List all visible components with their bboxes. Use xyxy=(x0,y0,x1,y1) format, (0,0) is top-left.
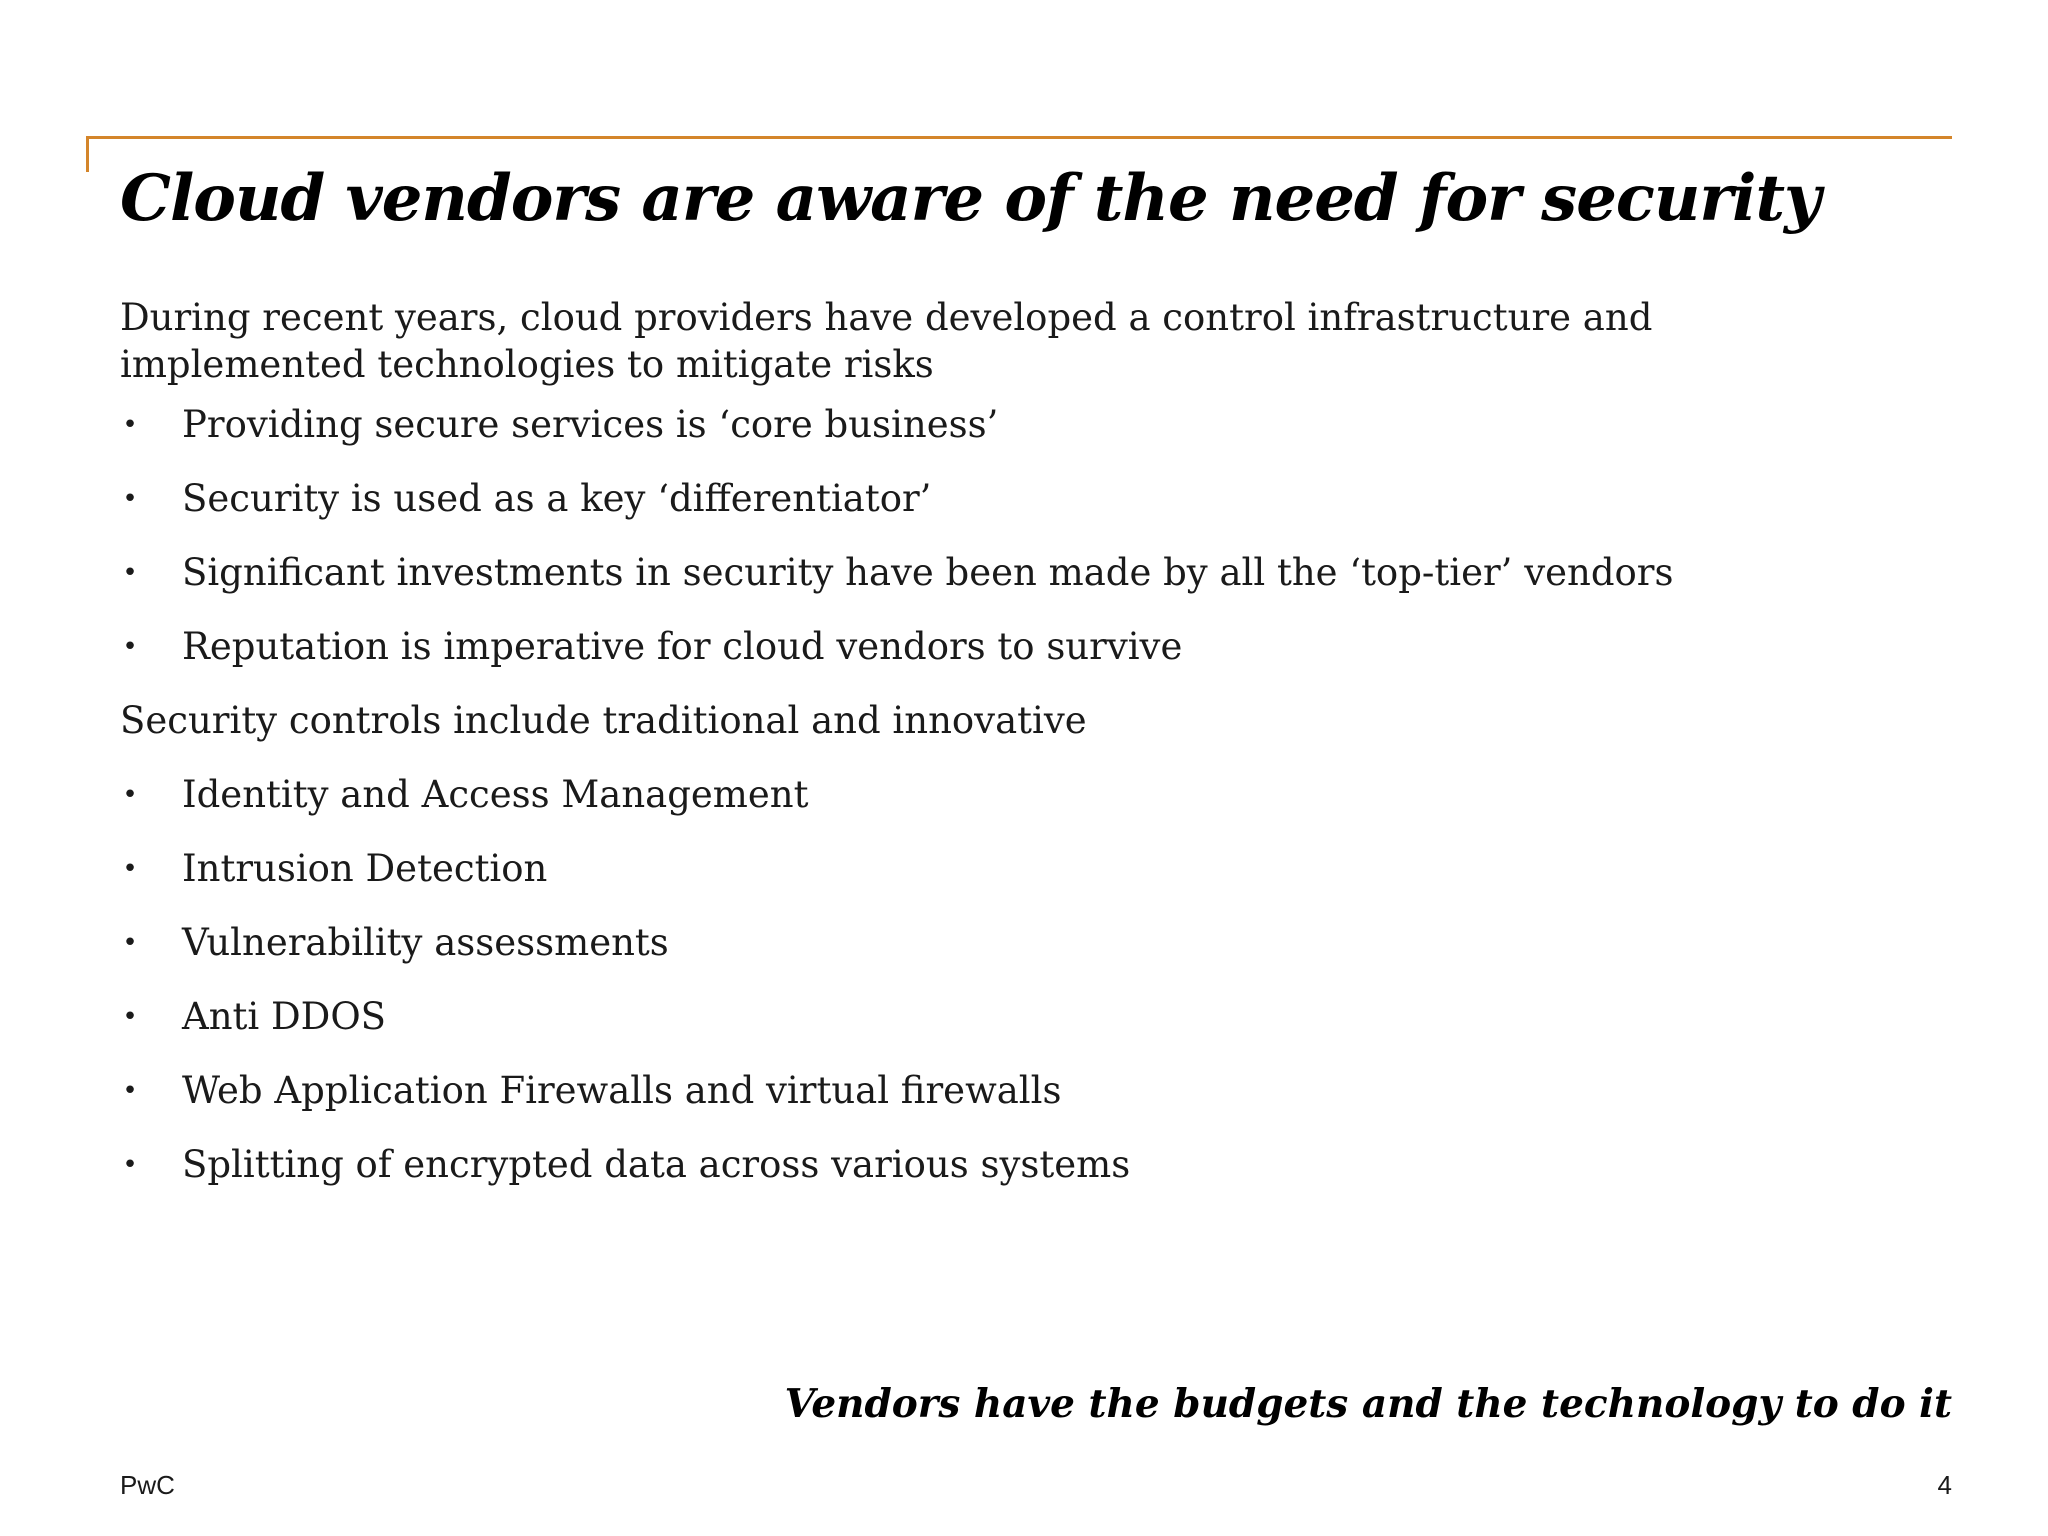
list-item-text: Significant investments in security have been made by all the ‘top-tier’ vendors xyxy=(182,551,1674,594)
list-item-text: Anti DDOS xyxy=(182,995,387,1038)
intro-paragraph: During recent years, cloud providers have developed a control infrastructure and implemented technologies to mitigate risks xyxy=(120,296,1653,386)
list-item xyxy=(120,980,1840,1054)
list-item-text: Vulnerability assessments xyxy=(182,921,669,964)
footer-brand: PwC xyxy=(120,1470,175,1500)
list-item xyxy=(120,906,1840,980)
list-item-text: Identity and Access Management xyxy=(182,773,809,816)
bullet-list-controls xyxy=(120,758,1840,1202)
bullet-icon: • xyxy=(122,928,138,958)
list-item xyxy=(120,758,1840,832)
list-item-text: Intrusion Detection xyxy=(182,847,548,890)
list-item xyxy=(120,462,1840,536)
bullet-icon: • xyxy=(122,558,138,588)
callout-statement: Vendors have the budgets and the technology to do it xyxy=(784,1381,1952,1427)
slide-title: Cloud vendors are aware of the need for security xyxy=(120,161,1821,236)
list-item-text: Reputation is imperative for cloud vendors to survive xyxy=(182,625,1183,668)
list-item xyxy=(120,1054,1840,1128)
slide-body xyxy=(120,294,1840,1202)
page-number: 4 xyxy=(1937,1470,1952,1500)
bullet-list-reasons xyxy=(120,388,1840,684)
list-item xyxy=(120,610,1840,684)
section-heading-controls: Security controls include traditional and innovative xyxy=(120,699,1087,742)
bullet-icon: • xyxy=(122,780,138,810)
bullet-icon: • xyxy=(122,410,138,440)
bullet-icon: • xyxy=(122,1002,138,1032)
bullet-icon: • xyxy=(122,1150,138,1180)
list-item-text: Web Application Firewalls and virtual firewalls xyxy=(182,1069,1062,1112)
bullet-icon: • xyxy=(122,632,138,662)
list-item xyxy=(120,1128,1840,1202)
bullet-icon: • xyxy=(122,854,138,884)
list-item xyxy=(120,536,1840,610)
list-item-text: Splitting of encrypted data across various systems xyxy=(182,1143,1131,1186)
list-item xyxy=(120,388,1840,462)
title-accent-line xyxy=(86,136,1952,139)
list-item-text: Providing secure services is ‘core business’ xyxy=(182,403,999,446)
list-item xyxy=(120,832,1840,906)
title-accent-tick xyxy=(86,136,89,172)
bullet-icon: • xyxy=(122,484,138,514)
bullet-icon: • xyxy=(122,1076,138,1106)
list-item-text: Security is used as a key ‘differentiator’ xyxy=(182,477,932,520)
